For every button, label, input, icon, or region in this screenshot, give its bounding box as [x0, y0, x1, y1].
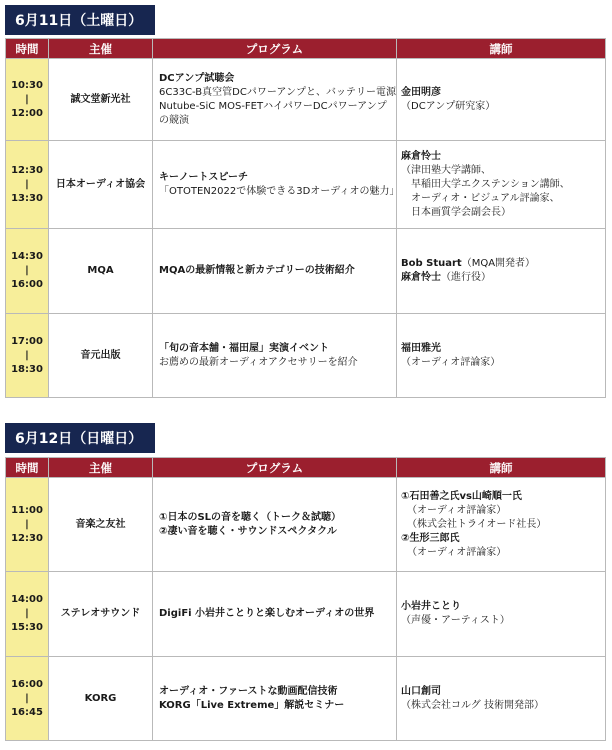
program-cell	[153, 59, 397, 141]
time-separator: |	[25, 178, 29, 190]
speaker-affiliation: （DCアンプ研究家）	[401, 100, 496, 112]
program-title: オーディオ・ファーストな動画配信技術	[159, 685, 338, 697]
start-time: 14:30	[11, 251, 43, 262]
program-cell	[153, 314, 397, 398]
table-row	[6, 229, 606, 314]
speaker-affiliation: オーディオ・ビジュアル評論家、	[411, 192, 560, 204]
header-time: 時間	[6, 458, 49, 478]
speaker-affiliation: （津田塾大学講師、	[401, 164, 491, 176]
host-cell: KORG	[49, 657, 153, 741]
program-title: キーノートスピーチ	[159, 171, 248, 183]
table-row	[6, 478, 606, 572]
time-cell	[6, 314, 49, 398]
program-title: KORG「Live Extreme」解説セミナー	[159, 699, 345, 711]
program-cell	[153, 229, 397, 314]
program-line: の競演	[159, 114, 189, 126]
speaker-affiliation: （オーディオ評論家）	[407, 546, 507, 558]
speaker-name: 山口創司	[401, 685, 441, 697]
start-time: 12:30	[11, 164, 43, 176]
program-cell	[153, 141, 400, 229]
program-line: 6C33C-B真空管DCパワーアンプと、バッテリー電源	[159, 86, 396, 98]
end-time: 12:00	[11, 107, 43, 119]
speaker-role: （MQA開発者）	[461, 258, 536, 269]
speaker-affiliation: （株式会社コルグ 技術開発部）	[401, 699, 544, 711]
day-label-june-12: 6月12日（日曜日）	[5, 423, 155, 453]
header-speaker: 講師	[397, 458, 606, 478]
host-cell: 日本オーディオ協会	[49, 141, 153, 229]
time-separator: |	[25, 349, 29, 361]
table-header-row	[6, 458, 606, 478]
time-separator: |	[25, 265, 29, 276]
table-header-row	[6, 39, 606, 59]
header-speaker: 講師	[397, 39, 606, 59]
host-cell: 音元出版	[49, 314, 153, 398]
program-title: ①日本のSLの音を聴く（トーク＆試聴）	[159, 511, 342, 523]
speaker-cell	[397, 657, 606, 741]
speaker-name: Bob Stuart	[401, 258, 462, 269]
time-separator: |	[25, 93, 29, 105]
speaker-affiliation: （声優・アーティスト）	[401, 615, 510, 626]
program-line: Nutube-SiC MOS-FETハイパワーDCパワーアンプ	[159, 100, 387, 112]
speaker-affiliation: （オーディオ評論家）	[401, 356, 501, 368]
speaker-affiliation: （オーディオ評論家）	[407, 504, 507, 516]
time-cell	[6, 141, 49, 229]
schedule-table-june-11	[5, 38, 606, 398]
schedule-table-june-12	[5, 457, 606, 741]
header-program: プログラム	[153, 458, 397, 478]
time-separator: |	[25, 692, 29, 704]
table-row	[6, 657, 606, 741]
start-time: 14:00	[11, 594, 43, 605]
speaker-affiliation: 早稲田大学エクステンション講師、	[411, 178, 570, 190]
end-time: 12:30	[11, 532, 43, 544]
speaker-cell	[397, 141, 606, 229]
start-time: 10:30	[11, 79, 43, 91]
host-cell: MQA	[49, 229, 153, 314]
program-title: 「旬の音本舗・福田屋」実演イベント	[159, 342, 329, 354]
speaker-cell	[397, 229, 606, 314]
time-separator: |	[25, 518, 29, 530]
speaker-name: 小岩井ことり	[401, 601, 461, 612]
speaker-affiliation: （株式会社トライオード社長）	[407, 518, 547, 530]
end-time: 13:30	[11, 192, 43, 204]
time-cell	[6, 229, 49, 314]
program-cell	[153, 657, 397, 741]
header-host: 主催	[49, 458, 153, 478]
start-time: 16:00	[11, 678, 43, 690]
program-title: MQAの最新情報と新カテゴリーの技術紹介	[159, 265, 355, 276]
program-title: DCアンプ試聴会	[159, 72, 235, 84]
program-line: お薦めの最新オーディオアクセサリーを紹介	[159, 356, 358, 368]
host-cell: 誠文堂新光社	[49, 59, 153, 141]
speaker-cell	[397, 572, 606, 657]
table-row	[6, 141, 606, 229]
speaker-cell	[397, 478, 606, 572]
speaker-name: 麻倉怜士	[401, 150, 441, 162]
host-cell: 音楽之友社	[49, 478, 153, 572]
program-line: 「OTOTEN2022で体験できる3Dオーディオの魅力」	[159, 185, 400, 197]
time-cell	[6, 59, 49, 141]
day-label-june-11: 6月11日（土曜日）	[5, 5, 155, 35]
program-cell	[153, 572, 397, 657]
time-cell	[6, 478, 49, 572]
end-time: 16:00	[11, 279, 43, 290]
table-row	[6, 572, 606, 657]
speaker-name: ①石田善之氏vs山崎順一氏	[401, 490, 522, 502]
host-cell: ステレオサウンド	[49, 572, 153, 657]
speaker-affiliation: 日本画質学会副会長）	[411, 206, 511, 218]
speaker-cell	[397, 314, 606, 398]
start-time: 17:00	[11, 335, 43, 347]
table-row	[6, 59, 606, 141]
header-time: 時間	[6, 39, 49, 59]
speaker-cell	[397, 59, 606, 141]
program-title: ②凄い音を聴く・サウンドスペクタクル	[159, 525, 337, 537]
speaker-name: 金田明彦	[401, 86, 441, 98]
speaker-name: ②生形三郎氏	[401, 532, 460, 544]
header-host: 主催	[49, 39, 153, 59]
time-cell	[6, 657, 49, 741]
start-time: 11:00	[11, 504, 43, 516]
time-cell	[6, 572, 49, 657]
speaker-role: （進行役）	[441, 272, 491, 283]
end-time: 18:30	[11, 363, 43, 375]
speaker-name: 福田雅光	[401, 342, 441, 354]
program-cell	[153, 478, 397, 572]
end-time: 16:45	[11, 706, 43, 718]
end-time: 15:30	[11, 622, 43, 633]
header-program: プログラム	[153, 39, 397, 59]
speaker-name: 麻倉怜士	[401, 272, 441, 283]
time-separator: |	[25, 608, 29, 619]
program-title: DigiFi 小岩井ことりと楽しむオーディオの世界	[159, 608, 375, 619]
table-row	[6, 314, 606, 398]
